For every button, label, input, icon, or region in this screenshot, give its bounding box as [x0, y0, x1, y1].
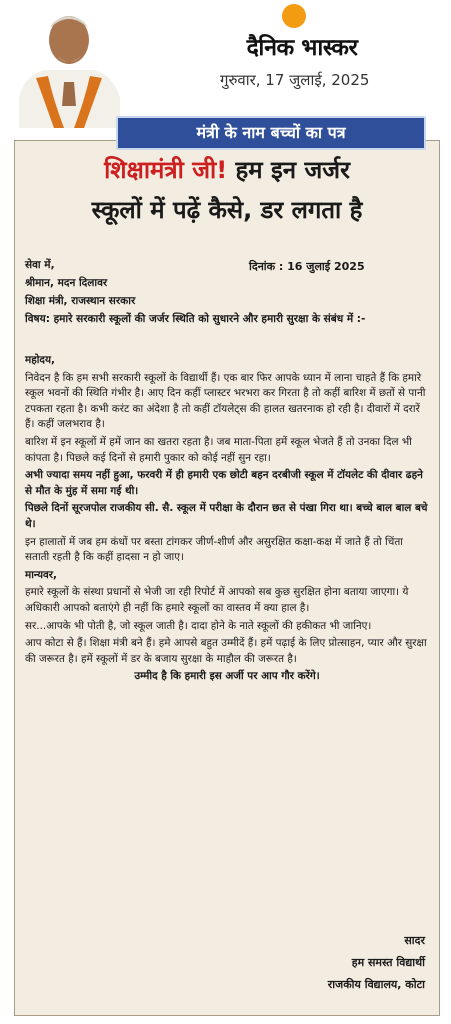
designation: शिक्षा मंत्री, राजस्थान सरकार [25, 295, 136, 307]
paragraph-2: बारिश में इन स्कूलों में हमें जान का खतरा रहता है। जब माता-पिता हमें स्कूल भेजते हैं तो उनका दिल भी कांपता है। पिछले कई दिनों से हमारी पुकार को कोई नहीं सुन रहा। [25, 435, 412, 464]
signature-2: राजकीय विद्यालय, कोटा [327, 978, 425, 991]
letter-to: सेवा में, [25, 259, 55, 271]
letter-card [14, 140, 440, 1016]
sun-icon [282, 4, 306, 28]
headline-black: हम इन जर्जर [227, 156, 350, 184]
signature-1: हम समस्त विद्यार्थी [351, 956, 425, 969]
paragraph-7: सर...आपके भी पोती है, जो स्कूल जाती है। दादा होने के नाते स्कूलों की हकीकत भी जानिए। [25, 619, 372, 632]
masthead [0, 0, 451, 100]
paragraph-4: पिछले दिनों सूरजपोल राजकीय सी. सै. स्कूल में परीक्षा के दौरान छत से पंखा गिरा था। बच्चे बाल बाल बचे थे। [25, 502, 428, 530]
issue-date: गुरुवार, 17 जुलाई, 2025 [220, 71, 370, 89]
headline-line1 [15, 155, 439, 185]
headline-red: शिक्षामंत्री जी! [104, 156, 228, 184]
paragraph-1: निवेदन है कि हम सभी सरकारी स्कूलों के विद्यार्थी हैं। एक बार फिर आपके ध्यान में लाना चाहते हैं कि हमारे स्कूल भवनों की स्थिति गंभीर है। आए दिन कहीं प्लास्टर भरभरा कर गिरता है तो कहीं बारिश में छतों से पानी टपकता रहता है। कभी करंट का अंदेशा है तो कहीं टॉयलेट्स की हालत खतरनाक हो रही है। दीवारों में दरारें हैं। कहीं जलभराव है। [25, 371, 426, 431]
paragraph-3: अभी ज्यादा समय नहीं हुआ, फरवरी में ही हमारी एक छोटी बहन दरबीजी स्कूल में टॉयलेट की दीवार ढहने से मौत के मुंह में समा गई थी। [25, 469, 423, 497]
salutation: महोदय, [25, 354, 55, 366]
closing-line: उम्मीद है कि हमारी इस अर्जी पर आप गौर करेंगे। [134, 670, 320, 683]
sadar: सादर [404, 934, 425, 947]
subject: विषय: हमारे सरकारी स्कूलों की जर्जर स्थिति को सुधारने और हमारी सुरक्षा के संबंध में :- [25, 313, 366, 325]
newspaper-logo [212, 4, 392, 62]
brand-name: दैनिक भास्कर [246, 35, 358, 61]
salutation-2: मान्यवर, [25, 568, 57, 581]
letter-date: दिनांक : 16 जुलाई 2025 [249, 260, 365, 273]
paragraph-8: आप कोटा से हैं। शिक्षा मंत्री बने हैं। हमे आपसे बहुत उम्मीदें हैं। हमें पढ़ाई के लिए प्रोत्साहन, प्यार और सुरक्षा की जरूरत है। हमें स्कूलों में डर के बजाय सुरक्षा के माहौल की जरूरत है। [25, 637, 427, 665]
paragraph-6: हमारे स्कूलों के संस्था प्रधानों से भेजी जा रही रिपोर्ट में आपको सब कुछ सुरक्षित होना बताया जाएगा। ये अधिकारी आपको बताएंगे ही नहीं कि हमारे स्कूलों का वास्तव में क्या हाल है। [25, 586, 409, 614]
headline-line2: स्कूलों में पढ़ें कैसे, डर लगता है [91, 196, 363, 224]
paragraph-5: इन हालातों में जब हम कंधों पर बस्ता टांगकर जीर्ण-शीर्ण और असुरक्षित कक्षा-कक्ष में जाते हैं तो चिंता सताती रहती है कि कहीं हादसा न हो जाए। [25, 535, 403, 564]
minister-photo [14, 6, 124, 128]
section-banner: मंत्री के नाम बच्चों का पत्र [116, 116, 426, 150]
letter-body [25, 353, 429, 687]
recipient: श्रीमान, मदन दिलावर [25, 277, 108, 289]
